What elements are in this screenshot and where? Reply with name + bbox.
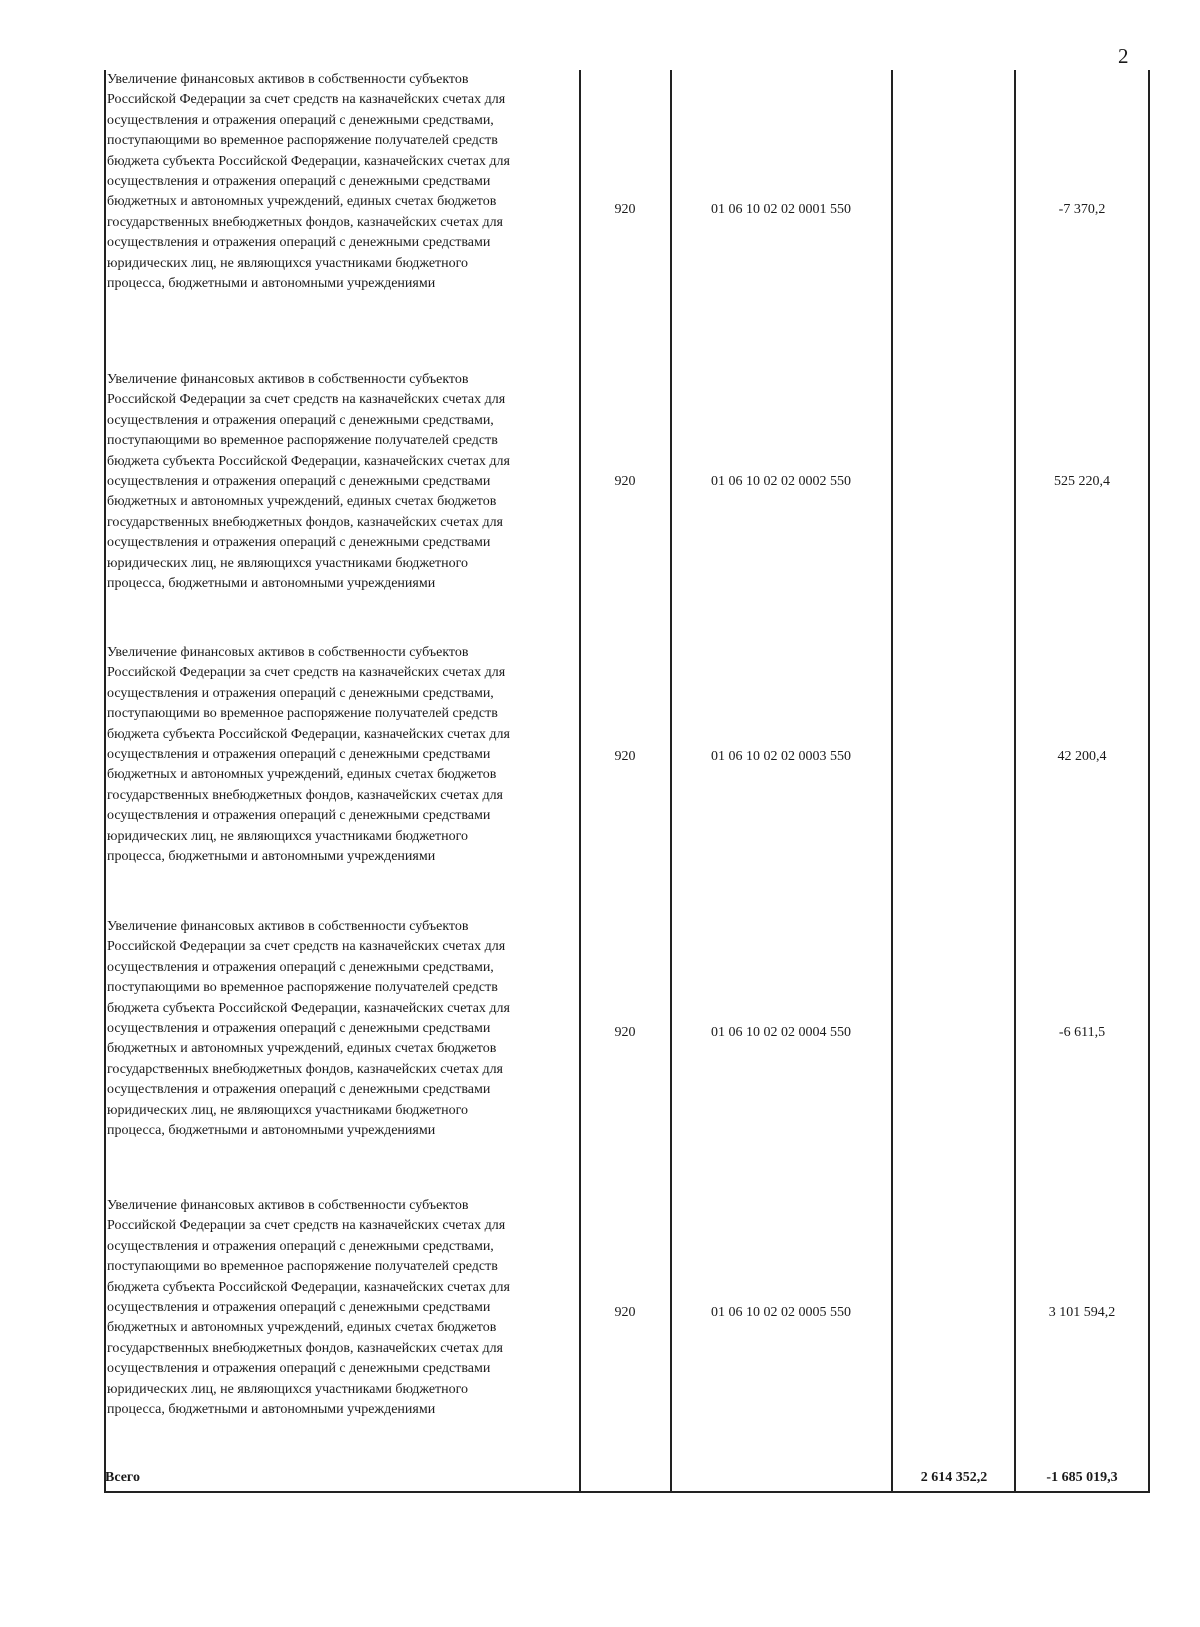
column-divider — [891, 70, 893, 1493]
row-description: Увеличение финансовых активов в собственности субъектов Российской Федерации за счет средств на казначейских счетах для осуществления и отражения операций с денежными средствами, поступающими во временное распоряжение получателей средств бюджета субъекта Российской Федерации, казначейских счетах для осуществления и отражения операций с денежными средствами бюджетных и автономных учреждений, единых счетах бюджетов государственных внебюджетных фондов, казначейских счетах для осуществления и отражения операций с денежными средствами юридических лиц, не являющихся участниками бюджетного процесса, бюджетными и автономными учреждениями — [107, 1198, 510, 1418]
row-admin-code: 920 — [614, 1025, 636, 1040]
row-value-2: -6 611,5 — [1058, 1025, 1106, 1040]
total-value-1: 2 614 352,2 — [920, 1470, 988, 1485]
row-budget-code: 01 06 10 02 02 0004 550 — [711, 1025, 851, 1040]
row-description: Увеличение финансовых активов в собственности субъектов Российской Федерации за счет средств на казначейских счетах для осуществления и отражения операций с денежными средствами, поступающими во временное распоряжение получателей средств бюджета субъекта Российской Федерации, казначейских счетах для осуществления и отражения операций с денежными средствами бюджетных и автономных учреждений, единых счетах бюджетов государственных внебюджетных фондов, казначейских счетах для осуществления и отражения операций с денежными средствами юридических лиц, не являющихся участниками бюджетного процесса, бюджетными и автономными учреждениями — [107, 72, 510, 292]
row-value-2: -7 370,2 — [1058, 202, 1106, 217]
row-admin-code: 920 — [614, 749, 636, 764]
column-divider — [670, 70, 672, 1493]
total-label: Всего — [105, 1470, 140, 1485]
total-value-2: -1 685 019,3 — [1046, 1470, 1118, 1485]
table-border-left — [104, 70, 106, 1493]
table-border-bottom — [104, 1491, 1150, 1493]
row-description: Увеличение финансовых активов в собственности субъектов Российской Федерации за счет средств на казначейских счетах для осуществления и отражения операций с денежными средствами, поступающими во временное распоряжение получателей средств бюджета субъекта Российской Федерации, казначейских счетах для осуществления и отражения операций с денежными средствами бюджетных и автономных учреждений, единых счетах бюджетов государственных внебюджетных фондов, казначейских счетах для осуществления и отражения операций с денежными средствами юридических лиц, не являющихся участниками бюджетного процесса, бюджетными и автономными учреждениями — [107, 919, 510, 1139]
row-description: Увеличение финансовых активов в собственности субъектов Российской Федерации за счет средств на казначейских счетах для осуществления и отражения операций с денежными средствами, поступающими во временное распоряжение получателей средств бюджета субъекта Российской Федерации, казначейских счетах для осуществления и отражения операций с денежными средствами бюджетных и автономных учреждений, единых счетах бюджетов государственных внебюджетных фондов, казначейских счетах для осуществления и отражения операций с денежными средствами юридических лиц, не являющихся участниками бюджетного процесса, бюджетными и автономными учреждениями — [107, 372, 510, 592]
column-divider — [579, 70, 581, 1493]
row-budget-code: 01 06 10 02 02 0005 550 — [711, 1305, 851, 1320]
row-budget-code: 01 06 10 02 02 0003 550 — [711, 749, 851, 764]
row-admin-code: 920 — [614, 474, 636, 489]
row-description: Увеличение финансовых активов в собственности субъектов Российской Федерации за счет средств на казначейских счетах для осуществления и отражения операций с денежными средствами, поступающими во временное распоряжение получателей средств бюджета субъекта Российской Федерации, казначейских счетах для осуществления и отражения операций с денежными средствами бюджетных и автономных учреждений, единых счетах бюджетов государственных внебюджетных фондов, казначейских счетах для осуществления и отражения операций с денежными средствами юридических лиц, не являющихся участниками бюджетного процесса, бюджетными и автономными учреждениями — [107, 645, 510, 865]
row-admin-code: 920 — [614, 1305, 636, 1320]
row-budget-code: 01 06 10 02 02 0001 550 — [711, 202, 851, 217]
row-value-2: 42 200,4 — [1057, 749, 1107, 764]
column-divider — [1014, 70, 1016, 1493]
table-border-right — [1148, 70, 1150, 1493]
row-value-2: 525 220,4 — [1054, 474, 1110, 489]
row-admin-code: 920 — [614, 202, 636, 217]
row-budget-code: 01 06 10 02 02 0002 550 — [711, 474, 851, 489]
page-number: 2 — [1118, 44, 1129, 68]
row-value-2: 3 101 594,2 — [1048, 1305, 1116, 1320]
